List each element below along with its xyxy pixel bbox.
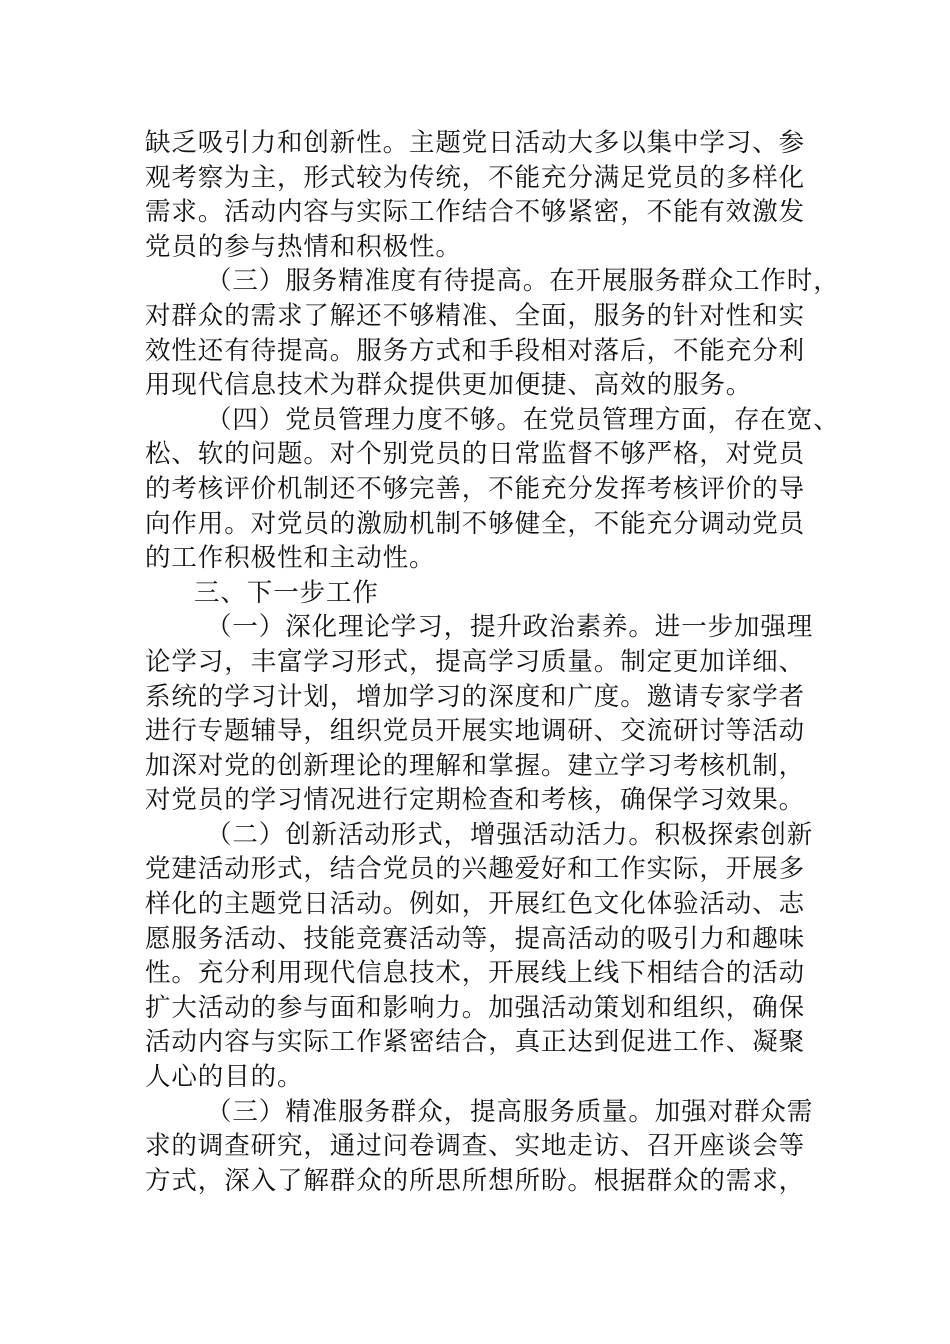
text-line: 样化的主题党日活动。例如，开展红色文化体验活动、志 [145, 889, 806, 920]
text-line: 用现代信息技术为群众提供更加便捷、高效的服务。 [145, 370, 753, 401]
text-line: 需求。活动内容与实际工作结合不够紧密，不能有效激发 [145, 197, 806, 228]
text-line: 系统的学习计划，增加学习的深度和广度。邀请专家学者 [145, 681, 806, 712]
section-heading: 三、下一步工作 [194, 577, 379, 608]
text-line: 党员的参与热情和积极性。 [145, 231, 462, 262]
text-line: 观考察为主，形式较为传统，不能充分满足党员的多样化 [145, 162, 806, 193]
text-line: 缺乏吸引力和创新性。主题党日活动大多以集中学习、参 [145, 128, 806, 158]
paragraph-start-line: （四）党员管理力度不够。在党员管理方面，存在宽、 [206, 404, 840, 435]
text-line: 性。充分利用现代信息技术，开展线上线下相结合的活动 [145, 958, 806, 989]
text-line: 方式，深入了解群众的所思所想所盼。根据群众的需求， [145, 1165, 806, 1196]
paragraph-start-line: （一）深化理论学习，提升政治素养。进一步加强理 [206, 612, 814, 643]
text-line: 扩大活动的参与面和影响力。加强活动策划和组织，确保 [145, 992, 806, 1023]
text-line: 的工作积极性和主动性。 [145, 543, 436, 574]
text-line: 活动内容与实际工作紧密结合，真正达到促进工作、凝聚 [145, 1027, 806, 1058]
document-body [145, 126, 840, 1198]
text-line: 进行专题辅导，组织党员开展实地调研、交流研讨等活动 [145, 716, 806, 747]
paragraph-start-line: （三）精准服务群众，提高服务质量。加强对群众需 [206, 1096, 814, 1127]
text-line: 求的调查研究，通过问卷调查、实地走访、召开座谈会等 [145, 1131, 806, 1162]
text-line: 论学习，丰富学习形式，提高学习质量。制定更加详细、 [145, 646, 806, 677]
text-line: 党建活动形式，结合党员的兴趣爱好和工作实际，开展多 [145, 854, 806, 885]
text-line: 的考核评价机制还不够完善，不能充分发挥考核评价的导 [145, 473, 806, 504]
text-line: 对党员的学习情况进行定期检查和考核，确保学习效果。 [145, 785, 806, 816]
text-line: 加深对党的创新理论的理解和掌握。建立学习考核机制， [145, 750, 806, 781]
text-line: 效性还有待提高。服务方式和手段相对落后，不能充分利 [145, 335, 806, 366]
text-line: 对群众的需求了解还不够精准、全面，服务的针对性和实 [145, 300, 806, 331]
text-line: 愿服务活动、技能竞赛活动等，提高活动的吸引力和趣味 [145, 923, 806, 954]
text-line: 松、软的问题。对个别党员的日常监督不够严格，对党员 [145, 439, 806, 470]
paragraph-start-line: （二）创新活动形式，增强活动活力。积极探索创新 [206, 819, 814, 850]
paragraph-start-line: （三）服务精准度有待提高。在开展服务群众工作时， [206, 266, 840, 297]
text-line: 人心的目的。 [145, 1062, 304, 1093]
text-line: 向作用。对党员的激励机制不够健全，不能充分调动党员 [145, 508, 806, 539]
